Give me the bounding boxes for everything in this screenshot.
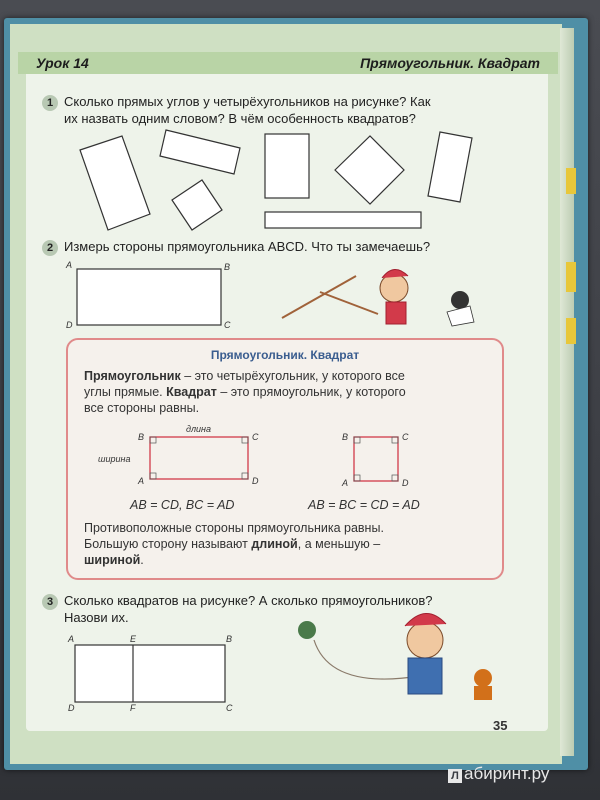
rule-square — [354, 437, 398, 481]
task3-line1: Сколько квадратов на рисунке? А сколько прямоугольников? — [64, 593, 433, 608]
rule-rect-vertex-a: A — [138, 476, 145, 486]
vertex-label-a: A — [66, 260, 73, 270]
rule-square-vertex-c: C — [402, 432, 409, 442]
task3-line2: Назови их. — [64, 610, 129, 625]
definition-line-6: шириной. — [84, 553, 144, 567]
vertex-label-b: B — [224, 262, 231, 272]
character-illustration — [380, 274, 408, 302]
task1-line2: их назвать одним словом? В чём особенность квадратов? — [64, 111, 416, 126]
definition-line-4: Противоположные стороны прямоугольника равны. — [84, 521, 384, 535]
rectangle-equation: AB = CD, BC = AD — [130, 498, 235, 512]
ruler-illustration — [282, 276, 356, 318]
task-number-2: 2 — [42, 240, 58, 256]
character-illustration — [407, 622, 443, 658]
vertex-label-d: D — [68, 703, 75, 713]
crow-illustration — [451, 291, 469, 309]
definition-box — [66, 338, 504, 580]
definition-title: Прямоугольник. Квадрат — [210, 348, 360, 362]
vertex-label-b: B — [226, 634, 233, 644]
rectangle-abcd-split — [75, 645, 225, 702]
width-label: ширина — [98, 454, 131, 464]
topic-title: Прямоугольник. Квадрат — [360, 55, 540, 71]
vertex-label-d: D — [66, 320, 73, 330]
vertex-label-f: F — [130, 703, 136, 713]
vertex-label-c: C — [226, 703, 233, 713]
watermark — [448, 764, 549, 784]
rule-rectangle — [150, 437, 248, 479]
term-width: шириной — [84, 553, 141, 567]
vertex-label-e: E — [130, 634, 137, 644]
lesson-label: Урок 14 — [36, 55, 89, 71]
definition-line-3: все стороны равны. — [84, 401, 200, 415]
tilted-rectangle-shape — [80, 136, 150, 230]
square-equation: AB = BC = CD = AD — [308, 498, 420, 512]
task-number-3: 3 — [42, 594, 58, 610]
definition-line-5: Большую сторону называют длиной, а меньшую – — [84, 537, 381, 551]
tilted-square-shape — [172, 180, 222, 230]
term-rectangle: Прямоугольник — [84, 369, 181, 383]
labirint-logo-icon: Л — [448, 769, 462, 783]
vertex-label-c: C — [224, 320, 231, 330]
watermark-text: абиринт.ру — [464, 764, 550, 783]
bird-illustration — [298, 621, 316, 639]
task1-line1: Сколько прямых углов у четырёхугольников на рисунке? Как — [64, 94, 431, 109]
length-label: длина — [186, 424, 212, 434]
definition-line-1: Прямоугольник – это четырёхугольник, у которого все — [84, 369, 405, 383]
task-number-1: 1 — [42, 95, 58, 111]
rule-square-vertex-a: A — [342, 478, 349, 488]
tilted-rectangle-shape — [160, 130, 240, 174]
rule-square-vertex-d: D — [402, 478, 409, 488]
rule-square-vertex-b: B — [342, 432, 349, 442]
task2-text: Измерь стороны прямоугольника ABCD. Что ты замечаешь? — [64, 239, 431, 254]
term-square: Квадрат — [166, 385, 217, 399]
rule-rect-vertex-c: C — [252, 432, 259, 442]
cat-illustration — [474, 669, 492, 687]
rule-rect-vertex-b: B — [138, 432, 145, 442]
rectangle-shape — [265, 134, 309, 198]
rotated-square-shape — [335, 136, 404, 204]
definition-line-2: углы прямые. Квадрат – это прямоугольник, у которого — [84, 385, 406, 399]
term-length: длиной — [251, 537, 298, 551]
vertex-label-a: A — [68, 634, 75, 644]
tilted-rectangle-shape — [428, 132, 472, 202]
long-rectangle-shape — [265, 212, 421, 228]
page-number: 35 — [493, 718, 508, 733]
rule-rect-vertex-d: D — [252, 476, 259, 486]
rectangle-abcd — [77, 269, 221, 325]
